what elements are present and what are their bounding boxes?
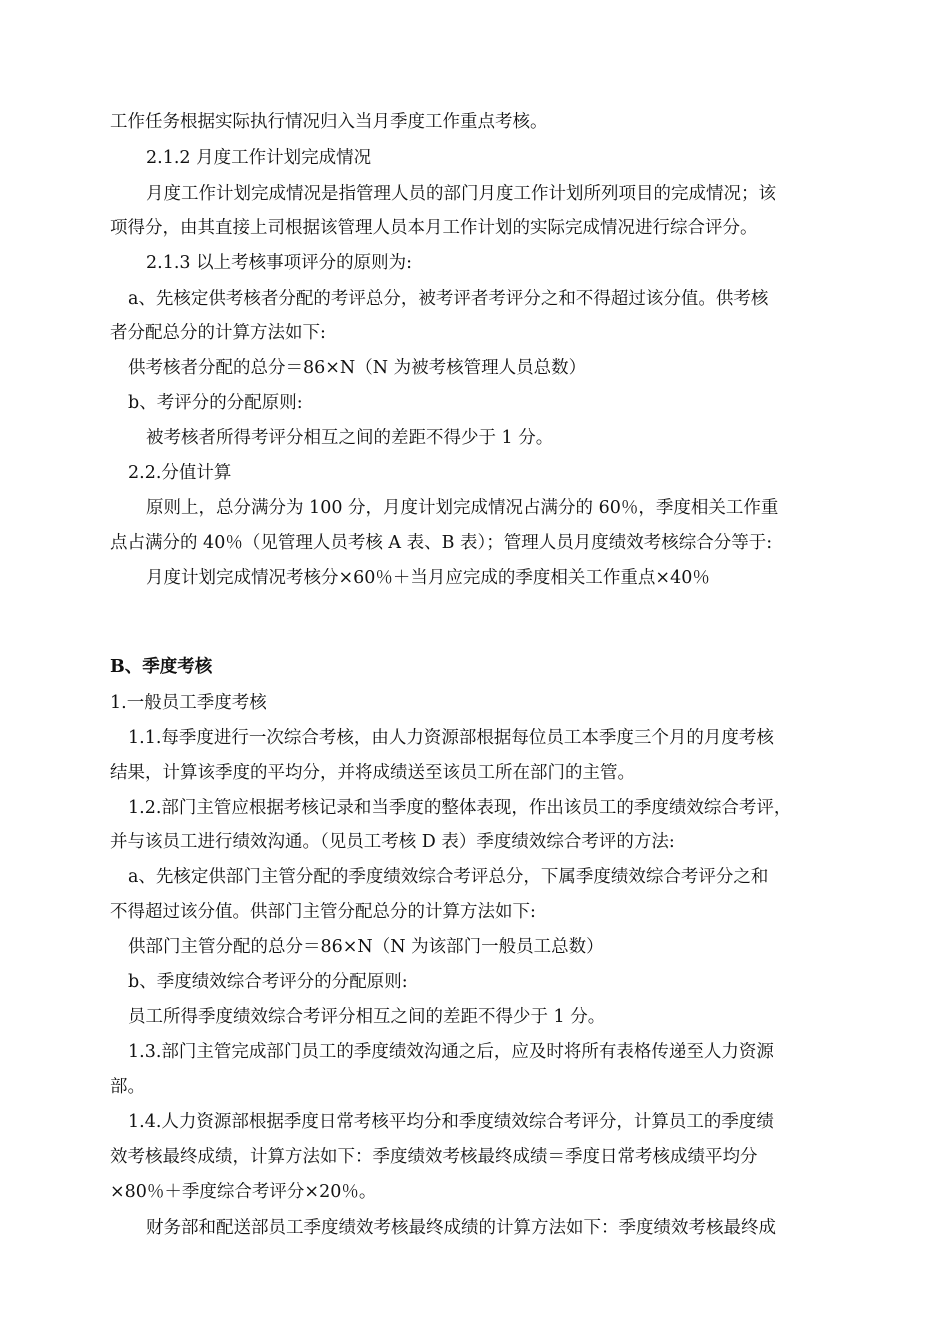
formula-line: 供部门主管分配的总分＝86×N（N 为该部门一般员工总数） (128, 937, 604, 957)
formula-line: ×80％＋季度综合考评分×20％。 (110, 1182, 377, 1202)
section-heading: 2.2.分值计算 (128, 463, 232, 483)
text-line: 1.2.部门主管应根据考核记录和当季度的整体表现，作出该员工的季度绩效综合考评， (128, 798, 792, 818)
subsection-title: 1.一般员工季度考核 (110, 693, 267, 713)
formula-line: 月度计划完成情况考核分×60％＋当月应完成的季度相关工作重点×40％ (146, 568, 710, 588)
text-line: 者分配总分的计算方法如下: (110, 323, 326, 343)
text-line: 1.3.部门主管完成部门员工的季度绩效沟通之后，应及时将所有表格传递至人力资源 (128, 1042, 774, 1062)
section-heading: 2.1.2 月度工作计划完成情况 (146, 148, 372, 168)
text-line: 点占满分的 40％（见管理人员考核 A 表、B 表）；管理人员月度绩效考核综合分等于: (110, 533, 773, 553)
text-line: 月度工作计划完成情况是指管理人员的部门月度工作计划所列项目的完成情况；该 (146, 184, 776, 204)
text-line: 1.4.人力资源部根据季度日常考核平均分和季度绩效综合考评分，计算员工的季度绩 (128, 1112, 774, 1132)
text-line: 并与该员工进行绩效沟通。（见员工考核 D 表）季度绩效综合考评的方法: (110, 832, 675, 852)
text-line: 效考核最终成绩，计算方法如下：季度绩效考核最终成绩＝季度日常考核成绩平均分 (110, 1147, 758, 1167)
text-line: b、季度绩效综合考评分的分配原则: (128, 972, 408, 992)
text-line: b、考评分的分配原则: (128, 393, 303, 413)
text-line: 原则上，总分满分为 100 分，月度计划完成情况占满分的 60％，季度相关工作重 (146, 498, 779, 518)
text-line: a、先核定供部门主管分配的季度绩效综合考评总分，下属季度绩效综合考评分之和 (128, 867, 769, 887)
formula-line: 供考核者分配的总分＝86×N（N 为被考核管理人员总数） (128, 358, 587, 378)
text-line: 员工所得季度绩效综合考评分相互之间的差距不得少于 1 分。 (128, 1007, 606, 1027)
text-line: 财务部和配送部员工季度绩效考核最终成绩的计算方法如下：季度绩效考核最终成 (146, 1218, 776, 1238)
text-line: a、先核定供考核者分配的考评总分，被考评者考评分之和不得超过该分值。供考核 (128, 289, 769, 309)
text-line: 不得超过该分值。供部门主管分配总分的计算方法如下: (110, 902, 536, 922)
text-line: 部。 (110, 1077, 145, 1097)
text-line: 1.1.每季度进行一次综合考核，由人力资源部根据每位员工本季度三个月的月度考核 (128, 728, 774, 748)
section-title: B、季度考核 (110, 657, 213, 677)
text-line: 被考核者所得考评分相互之间的差距不得少于 1 分。 (146, 428, 554, 448)
text-line: 结果，计算该季度的平均分，并将成绩送至该员工所在部门的主管。 (110, 763, 635, 783)
text-line: 工作任务根据实际执行情况归入当月季度工作重点考核。 (110, 112, 548, 132)
text-line: 项得分，由其直接上司根据该管理人员本月工作计划的实际完成情况进行综合评分。 (110, 218, 758, 238)
section-heading: 2.1.3 以上考核事项评分的原则为: (146, 253, 412, 273)
